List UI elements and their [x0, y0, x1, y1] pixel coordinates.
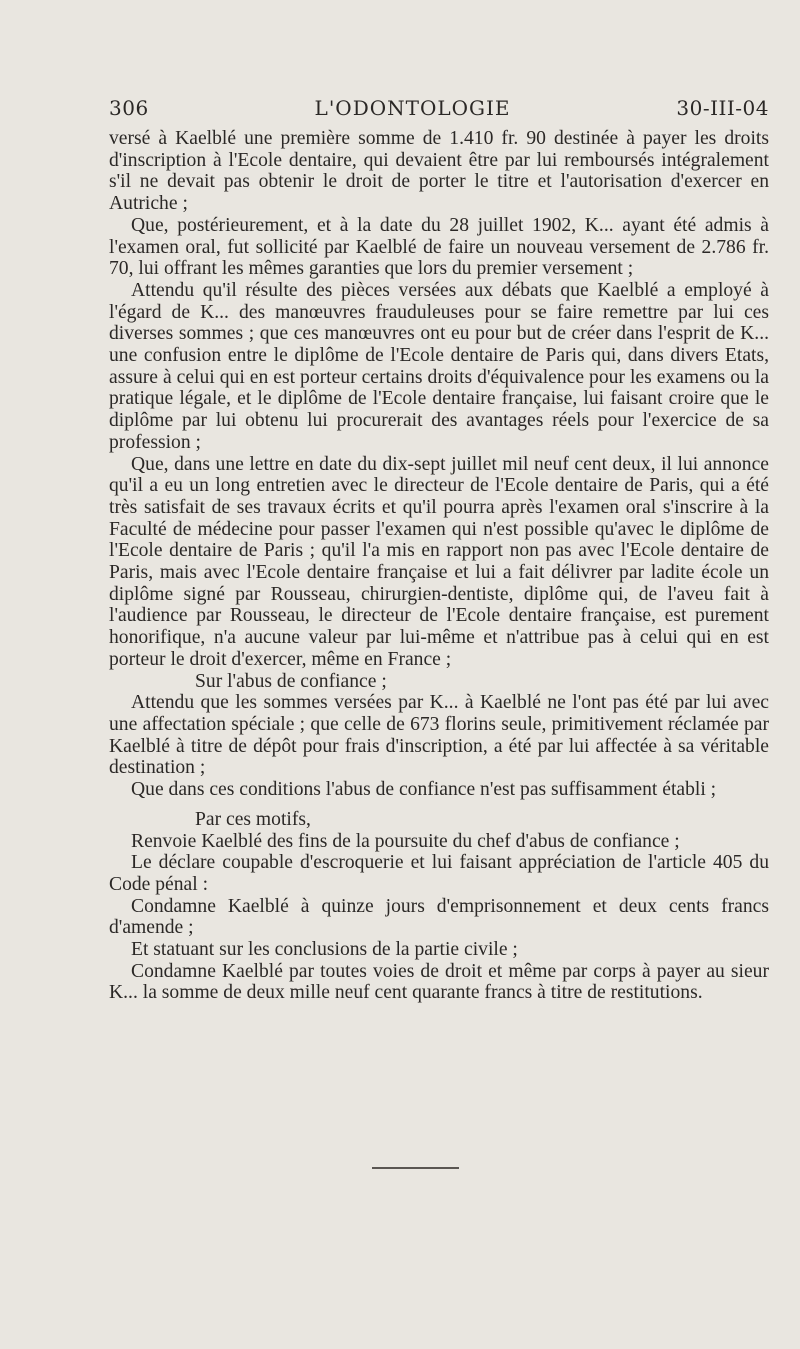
- end-rule: [372, 1167, 459, 1169]
- body-text: [109, 128, 769, 1004]
- paragraph: Renvoie Kaelblé des fins de la poursuite du chef d'abus de confiance ;: [131, 830, 680, 852]
- page-header: [109, 96, 769, 120]
- paragraph: Attendu que les sommes versées par K... à Kaelblé ne l'ont pas été par lui avec une affectation spéciale ; que celle de 673 florins seule, primitivement réclamée par Kaelblé à titre de dépôt pour frais d'inscription, a été par lui affectée à sa véritable destination ;: [109, 692, 769, 779]
- paragraph: Attendu qu'il résulte des pièces versées aux débats que Kaelblé a employé à l'égard de K... des manœuvres frauduleuses pour se faire remettre par lui ces diverses sommes ; que ces manœuvres ont eu pour but de créer dans l'esprit de K... une confusion entre le diplôme de l'Ecole dentaire de Paris qui, dans divers Etats, assure à celui qui en est porteur certains droits d'équivalence pour les examens ou la pratique légale, et le diplôme de l'Ecole dentaire française, lui faisant croire que le diplôme par lui obtenu lui procurerait des avantages réels pour l'exercice de sa profession ;: [109, 279, 769, 453]
- issue-date: 30-III-04: [676, 96, 769, 120]
- section-heading: Sur l'abus de confiance ;: [195, 670, 387, 692]
- page-number: 306: [109, 96, 149, 120]
- motifs-heading: Par ces motifs,: [195, 808, 311, 830]
- paragraph: Condamne Kaelblé par toutes voies de droit et même par corps à payer au sieur K... la somme de deux mille neuf cent quarante francs à titre de restitutions.: [109, 960, 769, 1004]
- paragraph: Que dans ces conditions l'abus de confiance n'est pas suffisamment établi ;: [131, 779, 717, 801]
- paragraph: versé à Kaelblé une première somme de 1.410 fr. 90 destinée à payer les droits d'inscription à l'Ecole dentaire, qui devaient être par lui remboursés intégralement s'il ne devait pas obtenir le droit de porter le titre et l'autorisation d'exercer en Autriche ;: [109, 128, 769, 215]
- paragraph: Condamne Kaelblé à quinze jours d'emprisonnement et deux cents francs d'amende ;: [109, 895, 769, 939]
- paragraph: Que, dans une lettre en date du dix-sept juillet mil neuf cent deux, il lui annonce qu'il a eu un long entretien avec le directeur de l'Ecole dentaire de Paris, qui a été très satisfait de ses travaux écrits et qu'il pourra après l'examen oral s'inscrire à la Faculté de médecine pour passer l'examen qui n'est possible qu'avec le diplôme de l'Ecole dentaire de Paris ; qu'il l'a mis en rapport non pas avec l'Ecole dentaire de Paris, mais avec l'Ecole dentaire française et lui a fait délivrer par ladite école un diplôme signé par Rousseau, chirurgien-dentiste, diplôme qui, de l'aveu fait à l'audience par Rousseau, le directeur de l'Ecole dentaire française, est purement honorifique, n'a aucune valeur par lui-même et n'attribue pas à celui qui en est porteur le droit d'exercer, même en France ;: [109, 453, 769, 670]
- paragraph: Et statuant sur les conclusions de la partie civile ;: [131, 939, 518, 961]
- paragraph: Le déclare coupable d'escroquerie et lui faisant appréciation de l'article 405 du Code pénal :: [109, 852, 769, 895]
- paragraph: Que, postérieurement, et à la date du 28 juillet 1902, K... ayant été admis à l'examen oral, fut sollicité par Kaelblé de faire un nouveau versement de 2.786 fr. 70, lui offrant les mêmes garanties que lors du premier versement ;: [109, 214, 769, 280]
- journal-title: L'ODONTOLOGIE: [314, 96, 511, 120]
